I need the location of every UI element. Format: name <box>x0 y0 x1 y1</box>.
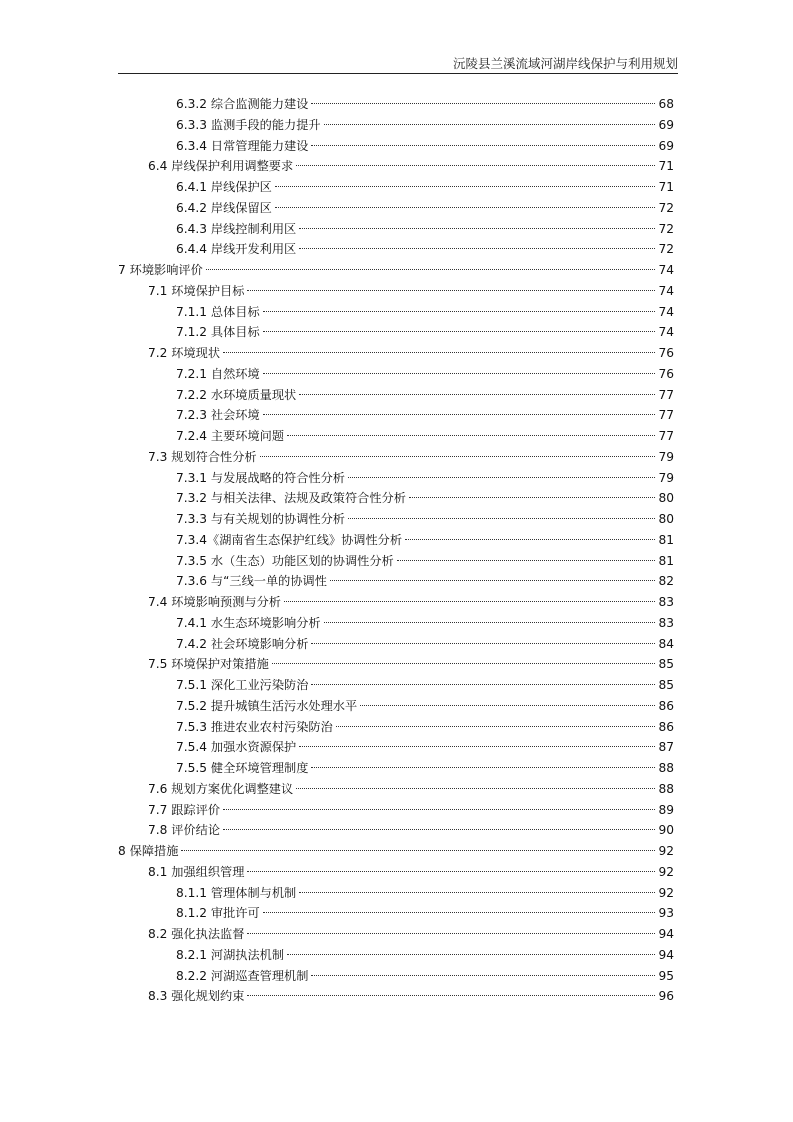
toc-entry-page: 85 <box>658 657 674 672</box>
toc-leader-dots <box>263 912 655 913</box>
toc-entry-label: 7.2.3 社会环境 <box>176 408 260 423</box>
toc-entry-page: 79 <box>658 449 674 464</box>
toc-entry-page: 69 <box>658 117 674 132</box>
toc-entry-label: 8 保障措施 <box>118 844 179 858</box>
toc-entry-label: 6.3.2 综合监测能力建设 <box>176 97 309 111</box>
toc-entry-page: 69 <box>658 138 674 153</box>
toc-entry[interactable] <box>118 239 674 260</box>
toc-leader-dots <box>223 352 655 353</box>
toc-leader-dots <box>247 933 655 934</box>
toc-leader-dots <box>330 580 655 581</box>
toc-entry-page: 74 <box>658 283 674 298</box>
toc-entry-label: 7.1.1 总体目标 <box>176 304 260 319</box>
toc-entry-label: 8.1.1 管理体制与机制 <box>176 885 297 900</box>
toc-entry-page: 80 <box>658 512 674 526</box>
toc-leader-dots <box>311 975 655 976</box>
toc-entry-label: 7.5 环境保护对策措施 <box>148 657 269 672</box>
toc-entry-page: 88 <box>658 781 674 796</box>
toc-entry-page: 92 <box>658 885 674 900</box>
toc-entry[interactable] <box>118 343 674 364</box>
toc-entry[interactable] <box>118 634 674 655</box>
toc-entry-label: 7.2.2 水环境质量现状 <box>176 387 297 402</box>
toc-entry-page: 84 <box>658 636 674 651</box>
toc-entry-page: 88 <box>658 761 674 775</box>
toc-entry-page: 77 <box>658 408 674 423</box>
toc-entry[interactable] <box>118 426 674 447</box>
toc-entry-page: 81 <box>658 553 674 568</box>
toc-entry-label: 8.1 加强组织管理 <box>148 864 245 879</box>
toc-leader-dots <box>348 518 655 519</box>
toc-leader-dots <box>247 995 655 996</box>
toc-entry-label: 6.4.3 岸线控制利用区 <box>176 221 297 236</box>
toc-leader-dots <box>311 145 655 146</box>
toc-entry-label: 7.3.5 水（生态）功能区划的协调性分析 <box>176 553 394 568</box>
toc-entry-page: 89 <box>658 802 674 817</box>
toc-entry-page: 90 <box>658 823 674 838</box>
toc-leader-dots <box>311 643 655 644</box>
toc-leader-dots <box>409 497 655 498</box>
toc-entry[interactable] <box>118 385 674 406</box>
toc-entry-label: 8.3 强化规划约束 <box>148 989 245 1004</box>
toc-entry[interactable] <box>118 468 674 489</box>
toc-entry[interactable] <box>118 364 674 385</box>
toc-entry-label: 8.2 强化执法监督 <box>148 927 245 941</box>
toc-entry[interactable] <box>118 924 674 945</box>
toc-leader-dots <box>299 892 655 893</box>
toc-leader-dots <box>263 414 655 415</box>
toc-leader-dots <box>405 539 655 540</box>
toc-entry[interactable] <box>118 779 674 800</box>
toc-entry[interactable] <box>118 758 674 779</box>
toc-entry[interactable] <box>118 551 674 572</box>
toc-leader-dots <box>247 871 655 872</box>
toc-entry[interactable] <box>118 862 674 883</box>
toc-entry[interactable] <box>118 800 674 821</box>
toc-entry-page: 74 <box>658 325 674 340</box>
toc-leader-dots <box>223 809 655 810</box>
toc-entry-label: 7.6 规划方案优化调整建议 <box>148 781 294 796</box>
toc-leader-dots <box>397 560 655 561</box>
page-header-title: 沅陵县兰溪流域河湖岸线保护与利用规划 <box>452 56 678 71</box>
toc-leader-dots <box>324 622 655 623</box>
table-of-contents <box>118 94 674 1007</box>
toc-leader-dots <box>311 684 655 685</box>
toc-entry-page: 83 <box>658 595 674 609</box>
toc-leader-dots <box>260 456 655 457</box>
toc-entry-page: 79 <box>658 470 674 485</box>
toc-entry[interactable] <box>118 841 674 862</box>
toc-entry-label: 7.2.4 主要环境问题 <box>176 429 285 443</box>
toc-entry-label: 8.2.1 河湖执法机制 <box>176 947 285 962</box>
toc-entry-label: 7.4.2 社会环境影响分析 <box>176 636 309 651</box>
toc-entry[interactable] <box>118 592 674 613</box>
toc-entry[interactable] <box>118 198 674 219</box>
toc-entry-label: 7.3.6 与“三线一单的协调性 <box>176 574 327 589</box>
toc-entry[interactable] <box>118 903 674 924</box>
toc-leader-dots <box>287 435 655 436</box>
toc-entry-page: 72 <box>658 221 674 236</box>
toc-entry-label: 7.3 规划符合性分析 <box>148 449 257 464</box>
toc-entry[interactable] <box>118 488 674 509</box>
toc-entry-label: 7.8 评价结论 <box>148 823 221 838</box>
toc-entry-label: 8.2.2 河湖巡查管理机制 <box>176 968 309 983</box>
toc-entry-page: 93 <box>658 906 674 921</box>
toc-entry-label: 7.3.4《湖南省生态保护红线》协调性分析 <box>176 532 403 547</box>
toc-entry[interactable] <box>118 883 674 904</box>
toc-leader-dots <box>336 726 655 727</box>
toc-entry-page: 92 <box>658 864 674 879</box>
toc-entry-page: 74 <box>658 263 674 277</box>
toc-entry[interactable] <box>118 654 674 675</box>
toc-leader-dots <box>263 331 655 332</box>
toc-leader-dots <box>181 850 655 851</box>
toc-entry-page: 86 <box>658 698 674 713</box>
toc-entry-page: 85 <box>658 678 674 692</box>
toc-leader-dots <box>284 601 655 602</box>
toc-entry-label: 6.4 岸线保护利用调整要求 <box>148 159 294 174</box>
toc-entry-page: 76 <box>658 346 674 360</box>
toc-entry[interactable] <box>118 717 674 738</box>
toc-entry-page: 86 <box>658 719 674 734</box>
toc-entry[interactable] <box>118 613 674 634</box>
toc-entry[interactable] <box>118 530 674 551</box>
toc-entry-label: 7.3.3 与有关规划的协调性分析 <box>176 512 345 526</box>
toc-entry-page: 68 <box>658 97 674 111</box>
toc-entry-page: 81 <box>658 532 674 547</box>
toc-entry[interactable] <box>118 675 674 696</box>
toc-leader-dots <box>299 228 655 229</box>
toc-leader-dots <box>275 186 655 187</box>
toc-entry[interactable] <box>118 302 674 323</box>
toc-entry-label: 7.2.1 自然环境 <box>176 366 260 381</box>
toc-leader-dots <box>263 311 655 312</box>
toc-leader-dots <box>206 269 655 270</box>
toc-entry[interactable] <box>118 260 674 281</box>
toc-leader-dots <box>223 829 655 830</box>
toc-entry[interactable] <box>118 696 674 717</box>
toc-entry-label: 7 环境影响评价 <box>118 263 203 277</box>
toc-entry-label: 7.2 环境现状 <box>148 346 221 360</box>
toc-entry-label: 7.4 环境影响预测与分析 <box>148 595 281 609</box>
toc-entry[interactable] <box>118 986 674 1007</box>
toc-entry-page: 76 <box>658 366 674 381</box>
toc-entry[interactable] <box>118 322 674 343</box>
toc-entry-page: 71 <box>658 159 674 174</box>
toc-leader-dots <box>299 746 655 747</box>
toc-entry[interactable] <box>118 94 674 115</box>
toc-entry[interactable] <box>118 177 674 198</box>
toc-leader-dots <box>275 207 655 208</box>
toc-entry-label: 7.5.2 提升城镇生活污水处理水平 <box>176 698 358 713</box>
toc-entry-label: 7.1.2 具体目标 <box>176 325 260 340</box>
toc-entry-page: 80 <box>658 491 674 506</box>
toc-entry[interactable] <box>118 447 674 468</box>
toc-leader-dots <box>263 373 655 374</box>
toc-leader-dots <box>348 477 655 478</box>
toc-entry-page: 96 <box>658 989 674 1004</box>
toc-entry-label: 7.5.1 深化工业污染防治 <box>176 678 309 692</box>
toc-entry-label: 7.5.5 健全环境管理制度 <box>176 761 309 775</box>
toc-entry-label: 7.1 环境保护目标 <box>148 283 245 298</box>
toc-leader-dots <box>311 103 655 104</box>
header-rule <box>118 73 678 74</box>
toc-leader-dots <box>299 394 655 395</box>
toc-leader-dots <box>287 954 655 955</box>
toc-entry-label: 7.3.2 与相关法律、法规及政策符合性分析 <box>176 491 406 506</box>
toc-leader-dots <box>311 767 655 768</box>
toc-entry[interactable] <box>118 115 674 136</box>
toc-entry-label: 6.4.2 岸线保留区 <box>176 200 272 215</box>
toc-entry-page: 74 <box>658 304 674 319</box>
toc-entry[interactable] <box>118 966 674 987</box>
toc-entry-page: 71 <box>658 180 674 194</box>
toc-entry-page: 82 <box>658 574 674 589</box>
toc-entry[interactable] <box>118 156 674 177</box>
toc-entry-page: 95 <box>658 968 674 983</box>
toc-entry-label: 7.7 跟踪评价 <box>148 802 221 817</box>
toc-entry-page: 87 <box>658 740 674 755</box>
toc-leader-dots <box>324 124 655 125</box>
toc-leader-dots <box>299 248 655 249</box>
toc-entry-page: 77 <box>658 387 674 402</box>
toc-entry-label: 6.3.3 监测手段的能力提升 <box>176 117 321 132</box>
toc-entry-label: 7.4.1 水生态环境影响分析 <box>176 615 321 630</box>
toc-entry-page: 72 <box>658 242 674 257</box>
toc-entry[interactable] <box>118 219 674 240</box>
toc-entry[interactable] <box>118 405 674 426</box>
toc-entry[interactable] <box>118 509 674 530</box>
toc-entry-label: 8.1.2 审批许可 <box>176 906 260 921</box>
toc-entry[interactable] <box>118 820 674 841</box>
toc-entry-label: 7.3.1 与发展战略的符合性分析 <box>176 470 345 485</box>
toc-entry[interactable] <box>118 945 674 966</box>
toc-entry-label: 7.5.4 加强水资源保护 <box>176 740 297 755</box>
toc-entry[interactable] <box>118 737 674 758</box>
toc-entry-page: 72 <box>658 200 674 215</box>
toc-leader-dots <box>360 705 655 706</box>
toc-entry-page: 77 <box>658 429 674 443</box>
toc-entry-label: 6.4.1 岸线保护区 <box>176 180 272 194</box>
toc-entry-label: 7.5.3 推进农业农村污染防治 <box>176 719 333 734</box>
toc-entry-label: 6.3.4 日常管理能力建设 <box>176 138 309 153</box>
toc-leader-dots <box>247 290 655 291</box>
toc-entry[interactable] <box>118 136 674 157</box>
toc-leader-dots <box>272 663 655 664</box>
toc-entry[interactable] <box>118 571 674 592</box>
toc-entry-page: 94 <box>658 947 674 962</box>
toc-leader-dots <box>296 788 655 789</box>
toc-leader-dots <box>296 165 655 166</box>
toc-entry-page: 92 <box>658 844 674 858</box>
toc-entry-page: 94 <box>658 927 674 941</box>
toc-entry-page: 83 <box>658 615 674 630</box>
toc-entry-label: 6.4.4 岸线开发利用区 <box>176 242 297 257</box>
toc-entry[interactable] <box>118 281 674 302</box>
